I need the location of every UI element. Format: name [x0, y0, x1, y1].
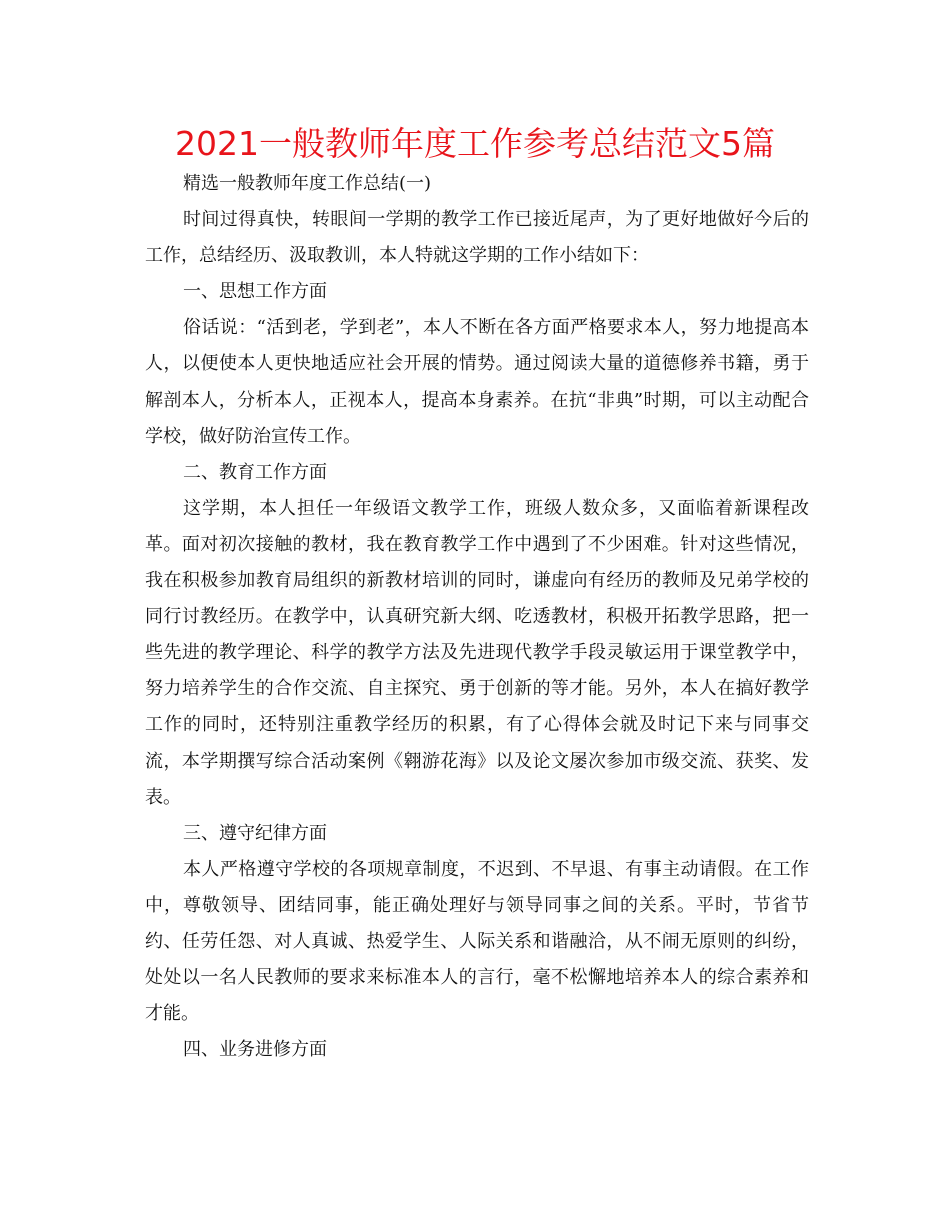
document-title: 2021一般教师年度工作参考总结范文5篇 [175, 124, 775, 163]
document-body [145, 166, 809, 1068]
section-heading: 精选一般教师年度工作总结(一) [183, 173, 432, 194]
paragraph: 时间过得真快，转眼间一学期的教学工作已接近尾声，为了更好地做好今后的工作，总结经历、汲取教训，本人特就这学期的工作小结如下： [145, 209, 809, 267]
paragraph: 俗话说：“活到老，学到老”，本人不断在各方面严格要求本人，努力地提高本人，以便使本人更快地适应社会开展的情势。通过阅读大量的道德修养书籍，勇于解剖本人，分析本人，正视本人，提高本身素养。在抗“非典”时期，可以主动配合学校，做好防治宣传工作。 [145, 317, 809, 447]
section-heading: 二、教育工作方面 [183, 461, 327, 483]
paragraph: 本人严格遵守学校的各项规章制度，不迟到、不早退、有事主动请假。在工作中，尊敬领导、团结同事，能正确处理好与领导同事之间的关系。平时，节省节约、任劳任怨、对人真诚、热爱学生、人际关系和谐融洽，从不闹无原则的纠纷，处处以一名人民教师的要求来标准本人的言行，毫不松懈地培养本人的综合素养和才能。 [145, 858, 809, 1025]
section-heading: 四、业务进修方面 [183, 1039, 327, 1061]
paragraph: 这学期，本人担任一年级语文教学工作，班级人数众多，又面临着新课程改革。面对初次接触的教材，我在教育教学工作中遇到了不少困难。针对这些情况，我在积极参加教育局组织的新教材培训的同时，谦虚向有经历的教师及兄弟学校的同行讨教经历。在教学中，认真研究新大纲、吃透教材，积极开拓教学思路，把一些先进的教学理论、科学的教学方法及先进现代教学手段灵敏运用于课堂教学中，努力培养学生的合作交流、自主探究、勇于创新的等才能。另外，本人在搞好教学工作的同时，还特别注重教学经历的积累，有了心得体会就及时记下来与同事交流，本学期撰写综合活动案例《翱游花海》以及论文屡次参加市级交流、获奖、发表。 [145, 497, 809, 808]
section-heading: 一、思想工作方面 [183, 281, 327, 303]
section-heading: 三、遵守纪律方面 [183, 822, 327, 844]
